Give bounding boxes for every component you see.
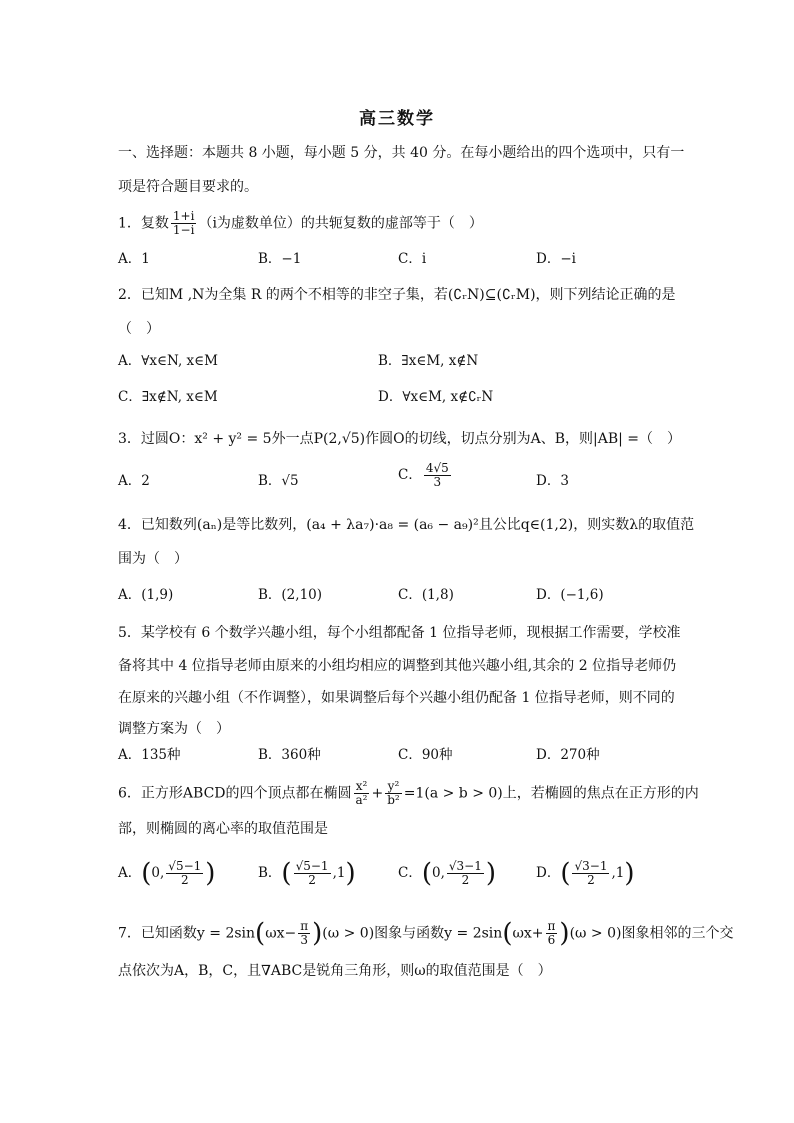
q6-c-num: √3−1 — [448, 859, 482, 873]
q6-suffix: =1(a > b > 0)上，若椭圆的焦点在正方形的内 — [403, 785, 699, 802]
q6-a-num: √5−1 — [168, 859, 202, 873]
q7-mid: (ω > 0)图象与函数y = 2sin — [322, 925, 503, 942]
q7-arg2: ωx+ — [512, 925, 544, 942]
q1-option-a: A．1 — [118, 251, 150, 267]
question-4-line-2: 围为（ ） — [118, 551, 188, 567]
q7-frac-2 — [546, 920, 558, 947]
q1-fraction — [171, 210, 197, 237]
q6-c-den: 2 — [461, 873, 470, 887]
q4-option-c: C．(1,8) — [398, 587, 454, 603]
q6-b-frac — [294, 860, 331, 887]
q6-b-den: 2 — [308, 873, 316, 887]
q3-option-c-label: C． — [398, 467, 422, 483]
question-6-line-2: 部，则椭圆的离心率的取值范围是 — [118, 821, 328, 837]
q6-frac-y — [385, 780, 402, 807]
q1-option-d: D．−i — [536, 251, 576, 267]
q7-pi-2: π — [547, 919, 556, 933]
q5-option-b: B．360种 — [258, 747, 321, 763]
q6-y2: y² — [385, 780, 402, 794]
q6-d-label: D． — [536, 865, 561, 881]
q7-suffix: (ω > 0)图象相邻的三个交 — [569, 925, 734, 942]
question-5-line-3: 在原来的兴趣小组（不作调整），如果调整后每个兴趣小组仍配备 1 位指导老师，则不同的 — [118, 690, 675, 706]
q1-frac-den: 1−i — [172, 223, 195, 237]
q4-option-b: B．(2,10) — [258, 587, 323, 603]
section-instructions-line-1: 一、选择题：本题共 8 小题，每小题 5 分，共 40 分。在每小题给出的四个选项中，只有一 — [118, 145, 685, 161]
q6-d-frac — [572, 860, 609, 887]
q6-b-num: √5−1 — [295, 859, 329, 873]
question-7-line-2: 点依次为A，B，C，且∇ABC是锐角三角形，则ω的取值范围是（ ） — [118, 963, 552, 979]
question-5-line-2: 备将其中 4 位指导老师由原来的小组均相应的调整到其他兴趣小组,其余的 2 位指导老师仍 — [118, 658, 677, 674]
q6-d-right: ,1 — [611, 865, 625, 881]
q3-c-den: 3 — [433, 475, 442, 489]
q6-option-b: B．( $\frac{√5-1}{2}$ ,1) — [258, 858, 356, 889]
section-instructions-line-2: 项是符合题目要求的。 — [118, 179, 258, 195]
q7-pi-1: π — [300, 919, 309, 933]
q2-option-c: C．∃x∉N, x∈M — [118, 389, 218, 405]
q2-option-a: A．∀x∈N, x∈M — [118, 353, 218, 369]
q6-frac-x — [354, 780, 370, 807]
q6-option-a: A．(0, $\frac{√5-1}{2}$ ) — [118, 858, 216, 889]
question-2-line-1: 2．已知M ,N为全集 R 的两个不相等的非空子集，若(∁ᵣN)⊆(∁ᵣM)，则下列结论正确的是 — [118, 287, 676, 303]
q6-a-frac — [166, 860, 203, 887]
question-2-line-2: （ ） — [118, 321, 160, 337]
question-5-line-4: 调整方案为（ ） — [118, 721, 230, 737]
q1-prefix: 1．复数 — [118, 215, 169, 232]
q3-option-c — [398, 462, 453, 489]
q6-d-den: 2 — [587, 873, 595, 887]
q6-option-c: C．(0, $\frac{√3-1}{2}$ ) — [398, 858, 497, 889]
q7-den-1: 3 — [300, 933, 309, 947]
q1-frac-num: 1+i — [172, 209, 195, 223]
question-4-line-1: 4．已知数列(aₙ)是等比数列，(a₄ + λa₇)·a₈ = (a₆ − a₉)²且公比q∈(1,2)，则实数λ的取值范 — [118, 517, 695, 533]
q2-option-b: B．∃x∈M, x∉N — [378, 353, 479, 369]
q5-option-d: D．270种 — [536, 747, 600, 763]
question-5-line-1: 5．某学校有 6 个数学兴趣小组，每个小组都配备 1 位指导老师，现根据工作需要，学校准 — [118, 625, 681, 641]
q6-c-frac — [447, 860, 484, 887]
q6-d-num: √3−1 — [574, 859, 608, 873]
q6-x2: x² — [354, 780, 370, 794]
q6-c-label: C． — [398, 865, 422, 881]
q5-option-a: A．135种 — [118, 747, 181, 763]
q6-b-right: ,1 — [332, 865, 346, 881]
q4-option-a: A．(1,9) — [118, 587, 174, 603]
q6-c-left: 0, — [432, 865, 445, 881]
q6-a-label: A． — [118, 865, 142, 881]
q1-option-c: C．i — [398, 251, 427, 267]
q7-den-2: 6 — [547, 933, 556, 947]
q1-option-b: B．−1 — [258, 251, 302, 267]
q6-option-d: D．( $\frac{√3-1}{2}$ ,1) — [536, 858, 635, 889]
q3-option-b: B．√5 — [258, 473, 299, 489]
q6-prefix: 6．正方形ABCD的四个顶点都在椭圆 — [118, 785, 352, 802]
q7-prefix: 7．已知函数y = 2sin — [118, 925, 256, 942]
page-title: 高三数学 — [359, 109, 435, 129]
q2-option-d: D．∀x∈M, x∉∁ᵣN — [378, 389, 494, 405]
question-1 — [118, 210, 678, 237]
q3-option-c-fraction — [424, 462, 451, 489]
q1-suffix: （i为虚数单位）的共轭复数的虚部等于（ ） — [198, 215, 483, 232]
q3-c-num: 4√5 — [425, 461, 449, 475]
q3-option-d: D．3 — [536, 473, 569, 489]
q6-b2: b² — [387, 793, 400, 807]
q6-a2: a² — [355, 793, 368, 807]
q6-b-label: B． — [258, 865, 282, 881]
q6-a-left: 0, — [151, 865, 165, 881]
q3-option-a: A．2 — [118, 473, 150, 489]
question-3: 3．过圆O：x² + y² = 5外一点P(2,√5)作圆O的切线，切点分别为A、B，则|AB| =（ ） — [118, 431, 681, 447]
question-7-line-1: 7．已知函数y = 2sin(ωx− $\frac{\pi}{3}$ )(ω > 0)图象与函数y = 2sin(ωx+ $\frac{\pi}{6}$ )(ω > 0)图象相邻的三个交 — [118, 918, 734, 949]
q7-frac-1 — [298, 920, 310, 947]
q6-a-den: 2 — [180, 873, 189, 887]
q4-option-d: D．(−1,6) — [536, 587, 604, 603]
q7-arg1: ωx− — [265, 925, 297, 942]
q5-option-c: C．90种 — [398, 747, 453, 763]
question-6-line-1: 6．正方形ABCD的四个顶点都在椭圆 $\frac{\text{x²}}{\text{a²}}$ + $\frac{\text{y²}}{\text{b²}}$ =1(a > b > 0)上，若椭圆的焦点在正方形的内 — [118, 779, 699, 807]
